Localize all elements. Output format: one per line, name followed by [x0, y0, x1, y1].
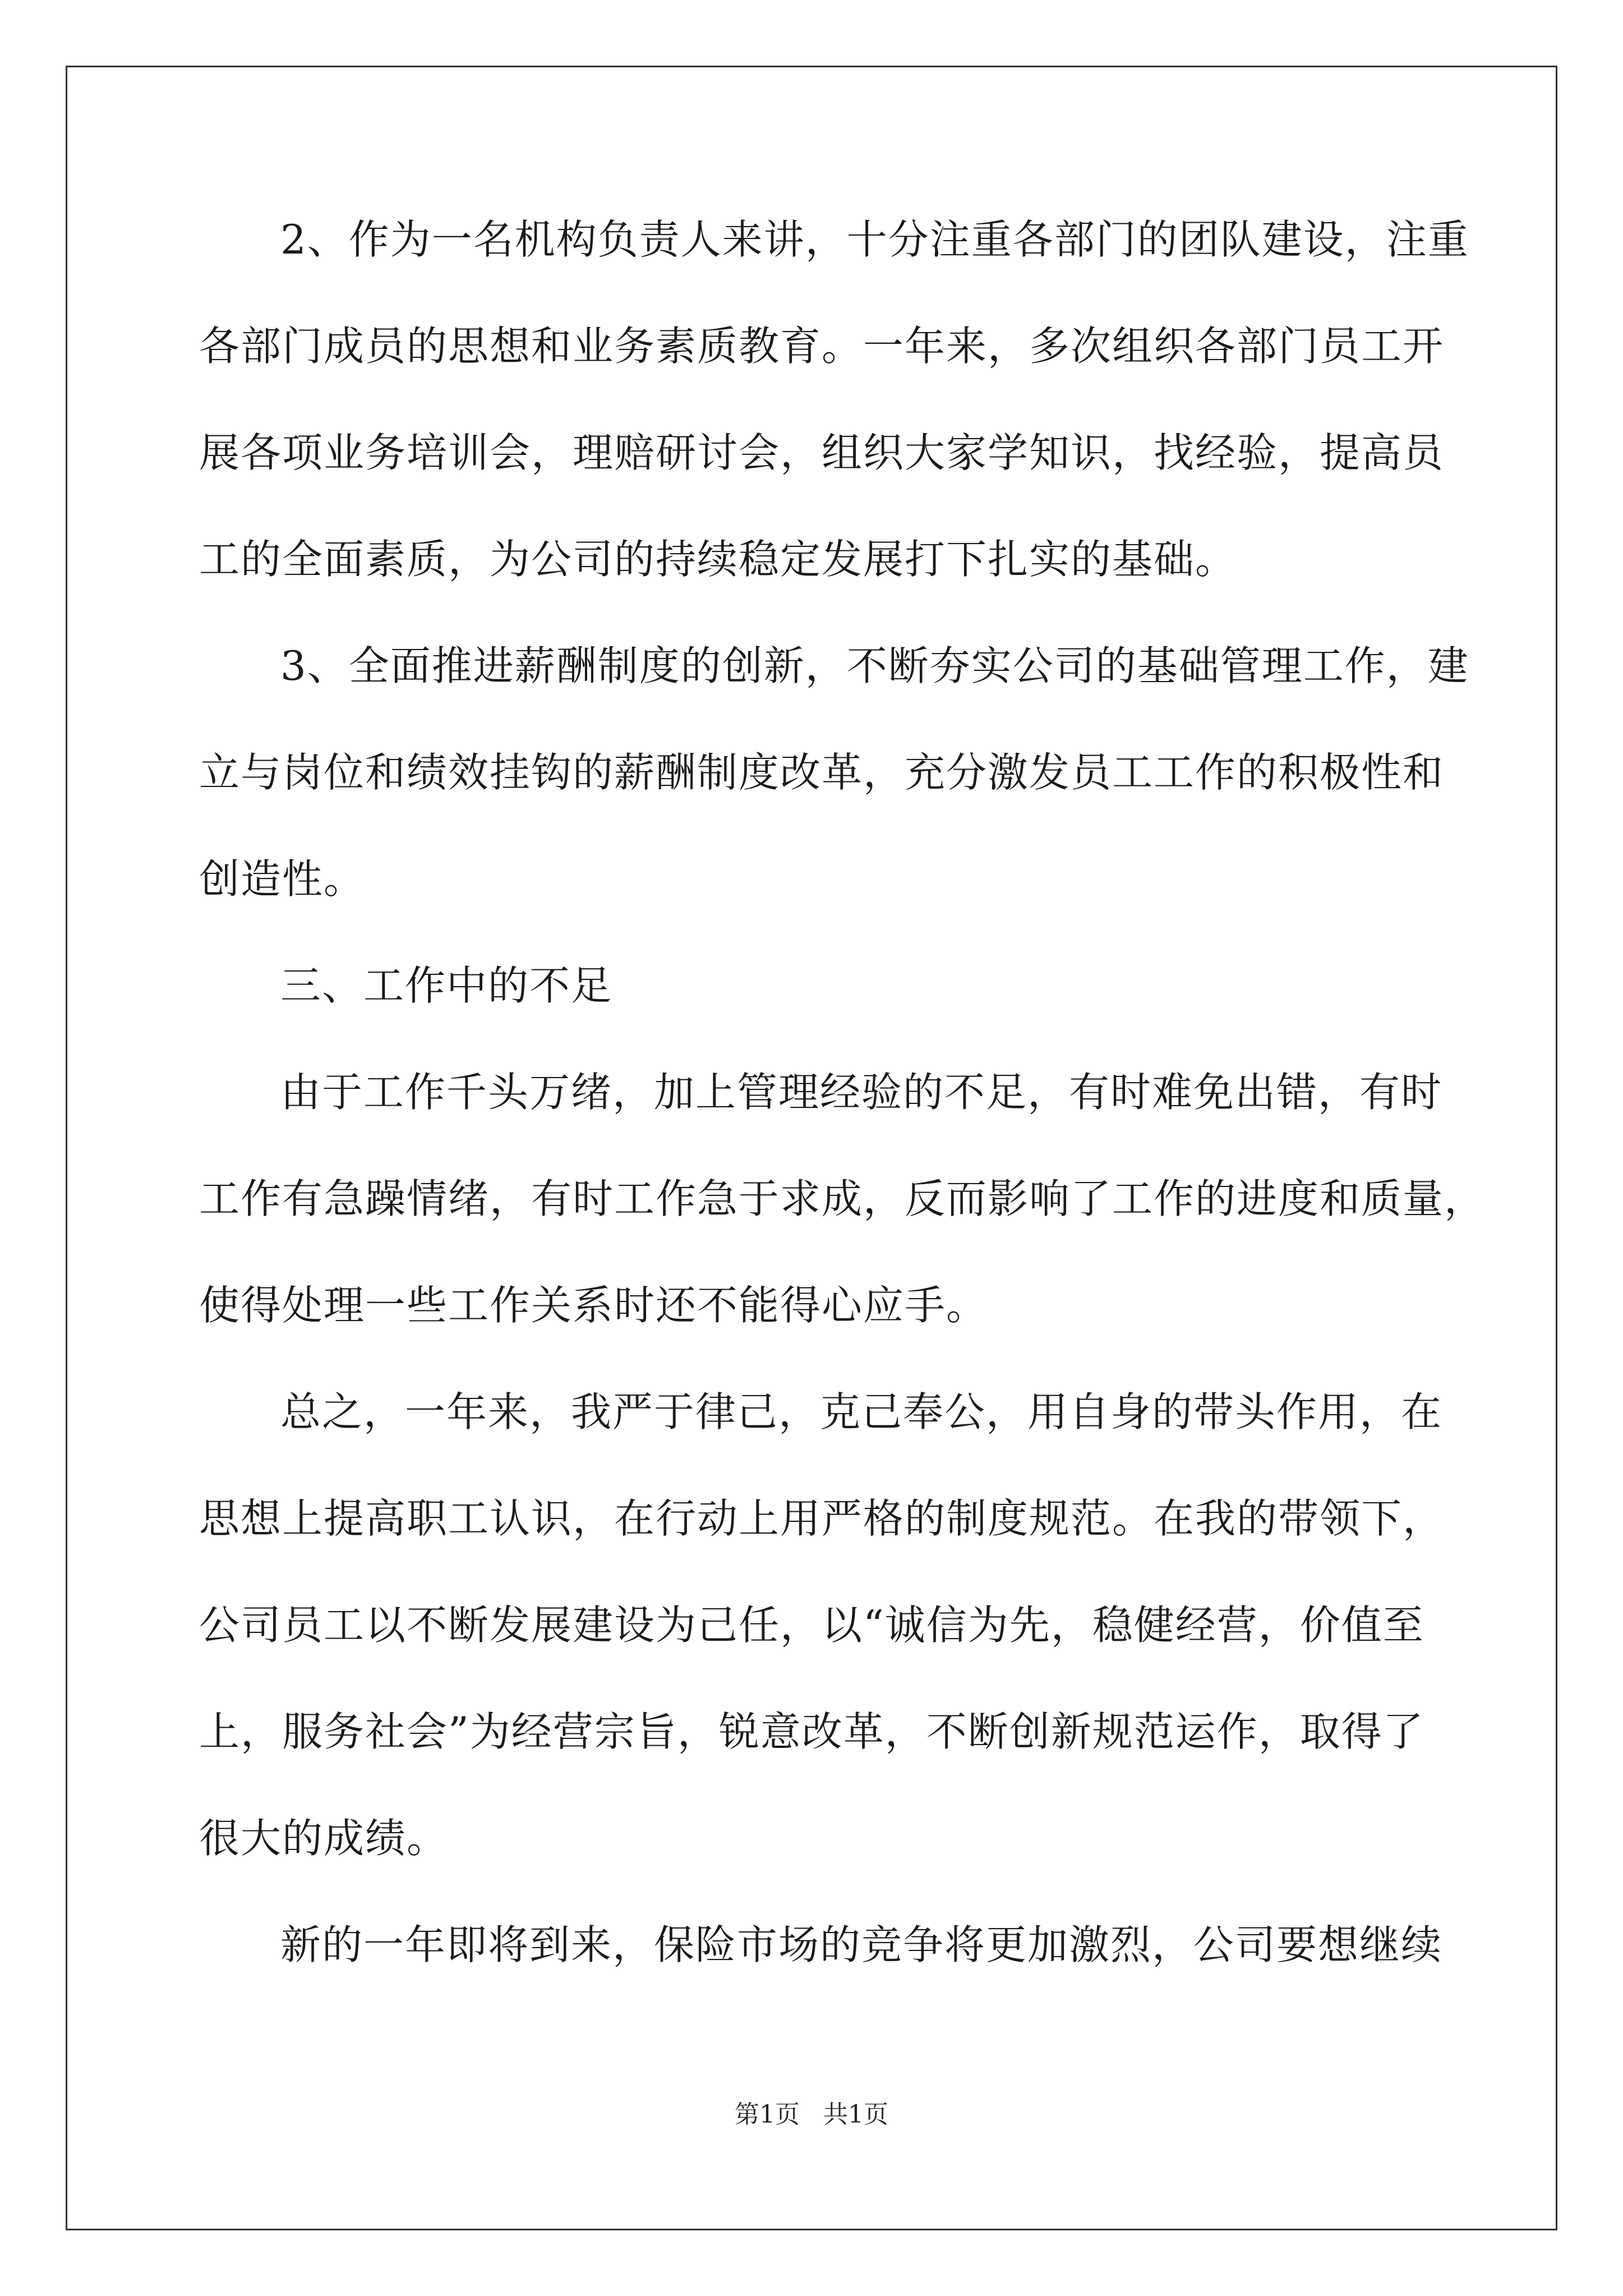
text-line: 立与岗位和绩效挂钩的薪酬制度改革，充分激发员工工作的积极性和 [199, 749, 1445, 796]
page-border [66, 66, 1557, 2230]
page-number: 第1页 [735, 2100, 800, 2129]
page-footer [0, 2098, 1623, 2132]
text-line: 新的一年即将到来，保险市场的竞争将更加激烈，公司要想继续 [280, 1921, 1443, 1968]
text-line: 工的全面素质，为公司的持续稳定发展打下扎实的基础。 [199, 536, 1237, 583]
text-line: 各部门成员的思想和业务素质教育。一年来，多次组织各部门员工开 [199, 323, 1445, 370]
text-line: 3、全面推进薪酬制度的创新，不断夯实公司的基础管理工作，建 [280, 642, 1469, 689]
text-line: 很大的成绩。 [199, 1815, 449, 1862]
text-line: 创造性。 [199, 855, 366, 903]
page-total: 共1页 [823, 2100, 888, 2129]
text-line: 上，服务社会”为经营宗旨，锐意改革，不断创新规范运作，取得了 [199, 1708, 1424, 1755]
text-line: 由于工作千头万绪，加上管理经验的不足，有时难免出错，有时 [280, 1069, 1443, 1116]
text-line: 总之，一年来，我严于律己，克己奉公，用自身的带头作用，在 [280, 1388, 1443, 1435]
text-line: 工作有急躁情绪，有时工作急于求成，反而影响了工作的进度和质量， [199, 1175, 1486, 1222]
section-heading: 三、工作中的不足 [280, 962, 613, 1009]
text-line: 2、作为一名机构负责人来讲，十分注重各部门的团队建设，注重 [280, 216, 1469, 263]
text-line: 使得处理一些工作关系时还不能得心应手。 [199, 1282, 988, 1329]
text-line: 展各项业务培训会，理赔研讨会，组织大家学知识，找经验，提高员 [199, 429, 1445, 476]
text-line: 公司员工以不断发展建设为己任，以“诚信为先，稳健经营，价值至 [199, 1602, 1424, 1649]
text-line: 思想上提高职工认识，在行动上用严格的制度规范。在我的带领下， [199, 1495, 1445, 1542]
